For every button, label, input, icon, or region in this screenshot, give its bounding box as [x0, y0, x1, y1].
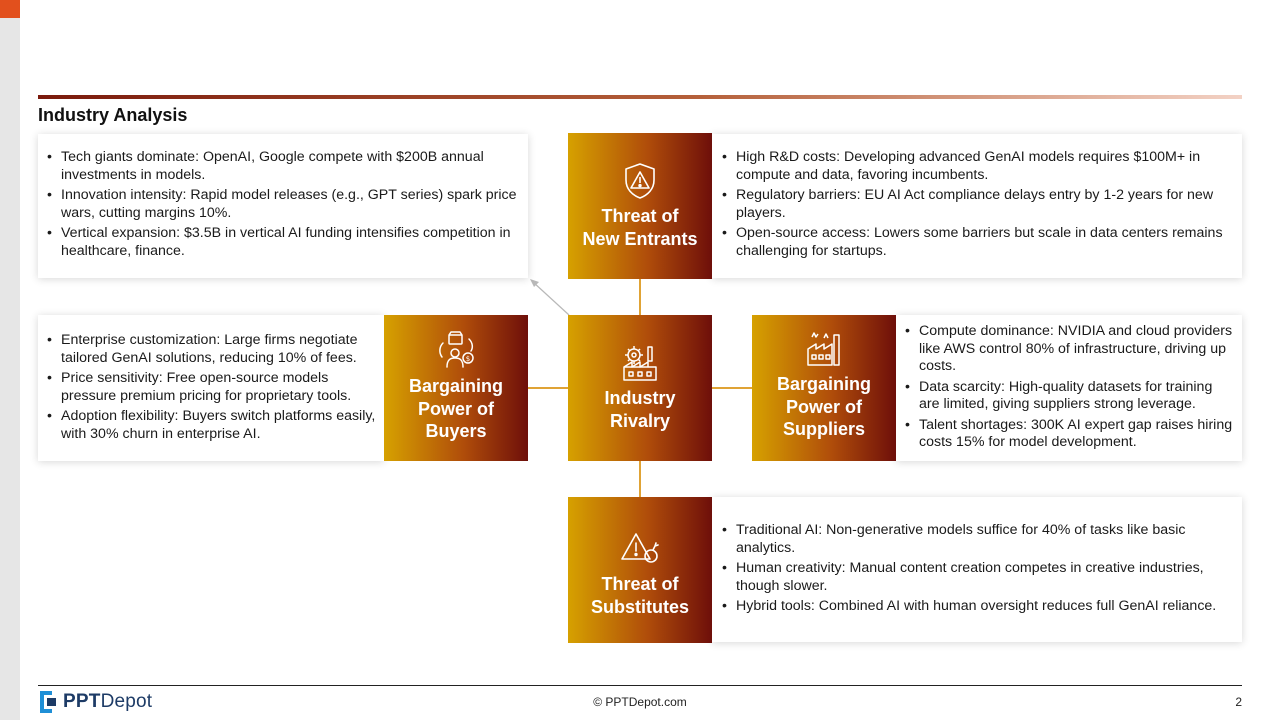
tile-label-line: Bargaining [776, 374, 871, 394]
rivalry-pointer-arrow [525, 276, 575, 318]
substitutes-details-box [712, 497, 1242, 642]
connector-bottom [639, 461, 641, 497]
list-item: • Talent shortages: 300K AI expert gap raises hiring costs 15% for model development. [905, 417, 1236, 452]
tile-label-line: Rivalry [609, 410, 671, 431]
list-item: • Human creativity: Manual content creation competes in creative industries, though slower. [722, 560, 1236, 595]
list-item: • Innovation intensity: Rapid model releases (e.g., GPT series) spark price wars, cutting margins 10%. [47, 187, 518, 222]
list-item: • Open-source access: Lowers some barriers but scale in data centers remains challenging for startups. [722, 225, 1236, 260]
tile-label-line: Industry [604, 388, 676, 408]
list-item: • Adoption flexibility: Buyers switch platforms easily, with 30% churn in enterprise AI. [47, 408, 376, 443]
buyer-cart-icon [436, 331, 476, 371]
tile-label-line: Bargaining [408, 376, 503, 396]
page-title: Industry Analysis [38, 105, 188, 125]
tile-label-line: Threat of [601, 206, 679, 226]
tile-label-line: Threat of [601, 574, 679, 594]
list-item: • Tech giants dominate: OpenAI, Google compete with $200B annual investments in models. [47, 149, 518, 184]
tile-label-line: Substitutes [590, 596, 689, 617]
footer-rule [38, 685, 1242, 686]
footer-copyright: © PPTDepot.com [593, 695, 687, 709]
factory-icon [804, 329, 844, 369]
tile-threat-of-new-entrants [568, 133, 712, 279]
buyers-details-box [38, 315, 384, 461]
list-item: • Vertical expansion: $3.5B in vertical AI funding intensifies competition in healthcare, finance. [47, 225, 518, 260]
tile-industry-rivalry [568, 315, 712, 461]
tile-label-line: Suppliers [782, 419, 865, 439]
industry-gear-icon [620, 343, 660, 383]
tile-bargaining-power-of-buyers [384, 315, 528, 461]
tile-label-line: Power of [417, 398, 494, 419]
tile-label-line: Power of [785, 396, 862, 417]
list-item: • Hybrid tools: Combined AI with human oversight reduces full GenAI reliance. [722, 598, 1236, 616]
rivalry-details-box [38, 134, 528, 278]
list-item: • Regulatory barriers: EU AI Act compliance delays entry by 1-2 years for new players. [722, 187, 1236, 222]
corner-accent [0, 0, 20, 18]
list-item: • High R&D costs: Developing advanced GenAI models requires $100M+ in compute and data, favoring incumbents. [722, 149, 1236, 184]
list-item: • Price sensitivity: Free open-source models pressure premium pricing for proprietary tools. [47, 370, 376, 405]
tile-label-line: Buyers [425, 421, 487, 441]
suppliers-details-box [896, 315, 1242, 461]
list-item: • Enterprise customization: Large firms negotiate tailored GenAI solutions, reducing 10% of fees. [47, 332, 376, 367]
warning-shield-icon [620, 161, 660, 201]
left-margin-strip [0, 0, 20, 720]
list-item: • Data scarcity: High-quality datasets for training are limited, giving suppliers strong leverage. [905, 379, 1236, 414]
list-item: • Traditional AI: Non-generative models suffice for 40% of tasks like basic analytics. [722, 522, 1236, 557]
connector-top [639, 279, 641, 315]
title-rule [38, 95, 1242, 99]
list-item: • Compute dominance: NVIDIA and cloud providers like AWS control 80% of infrastructure, driving up costs. [905, 323, 1236, 376]
tile-label-line: New Entrants [582, 228, 698, 249]
tile-bargaining-power-of-suppliers [752, 315, 896, 461]
page-number: 2 [1235, 695, 1242, 709]
connector-left [528, 387, 568, 389]
new-entrants-details-box [712, 134, 1242, 278]
tile-threat-of-substitutes [568, 497, 712, 643]
svg-text:$: $ [465, 355, 471, 363]
logo-text: PPTDepot [63, 691, 153, 712]
warning-bomb-icon [620, 529, 660, 569]
connector-right [712, 387, 752, 389]
